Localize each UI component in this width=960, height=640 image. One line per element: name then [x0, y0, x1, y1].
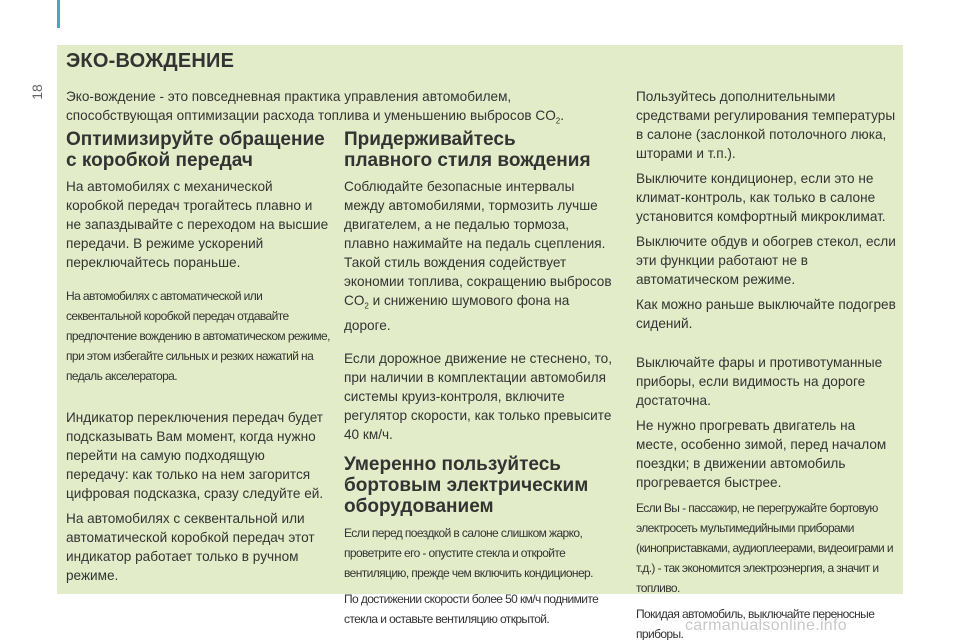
- driving-style-text-b: и снижению шумового фона на дороге.: [344, 293, 570, 333]
- heading-gearbox-line2: с коробкой передач: [66, 150, 253, 171]
- tips-paragraph-portable-devices: Покидая автомобиль, выключайте переносные приборы.: [636, 607, 875, 640]
- intro-subscript: 2: [555, 116, 561, 126]
- heading-driving-style: [344, 129, 616, 171]
- tips-paragraph-defrost: Выключите обдув и обогрев стекол, если эти функции работают не в автоматическом режиме.: [636, 234, 896, 287]
- gearbox-paragraph-sequential: На автомобилях с секвентальной или автоматической коробкой передач этот индикатор работает только в ручном режиме.: [66, 511, 315, 583]
- driving-style-paragraph: [344, 177, 616, 335]
- heading-electrical: [344, 454, 616, 517]
- heading-gearbox-line1: Оптимизируйте обращение: [66, 129, 325, 150]
- column-gearbox: [66, 129, 331, 591]
- intro-line2: способствующая оптимизации расхода топлива и уменьшению выбросов CO: [66, 108, 556, 123]
- tips-paragraph-lights: Выключайте фары и противотуманные приборы, если видимость на дороге достаточна.: [636, 355, 883, 408]
- heading-gearbox: [66, 129, 331, 171]
- tips-paragraph-engine-warmup: Не нужно прогревать двигатель на месте, особенно зимой, перед началом поездки; в движении автомобиль прогревается быстрее.: [636, 418, 887, 490]
- heading-electrical-line1: Умеренно пользуйтесь: [344, 453, 561, 475]
- electrical-paragraph-ventilation: Если перед поездкой в салоне слишком жарко, проветрите его - опустите стекла и откройте вентиляцию, прежде чем включить кондиционер.: [344, 525, 593, 580]
- page-title: ЭКО-ВОЖДЕНИЕ: [66, 50, 235, 72]
- heading-driving-style-line2: плавного стиля вождения: [344, 150, 591, 171]
- driving-style-text-a: Соблюдайте безопасные интервалы между автомобилями, тормозить лучше двигателем, а не педалью тормоза, плавно нажимайте на педаль сцепления. Такой стиль вождения содействует экономии топлива, сокращению выбросов CO: [344, 179, 612, 308]
- gearbox-paragraph-indicator: Индикатор переключения передач будет подсказывать Вам момент, когда нужно перейти на самую подходящую передачу: как только на нем загорится цифровая подсказка, сразу следуйте ей.: [66, 410, 324, 501]
- heading-electrical-line3: оборудованием: [344, 495, 494, 517]
- column-driving-style: [344, 129, 616, 635]
- column-electrical-tips: [636, 87, 898, 640]
- watermark-text: carmanualsonline.info: [685, 617, 847, 634]
- heading-electrical-line2: бортовым электрическим: [344, 474, 589, 496]
- tips-paragraph-passenger: Если Вы - пассажир, не перегружайте бортовую электросеть мультимедийными приборами (киноприставками, аудиоплеерами, видеоиграми и т.д.) - так экономится электроэнергия, а значит и топливо.: [636, 501, 893, 595]
- intro-paragraph: [66, 87, 646, 131]
- intro-end: .: [560, 108, 565, 123]
- tips-paragraph-seat-heating: Как можно раньше выключайте подогрев сидений.: [636, 297, 896, 331]
- heading-driving-style-line1: Придерживайтесь: [344, 129, 516, 150]
- cruise-control-paragraph: Если дорожное движение не стеснено, то, при наличии в комплектации автомобиля системы круиз-контроля, включите регулятор скорости, как только превысите 40 км/ч.: [344, 350, 612, 442]
- gearbox-paragraph-manual: На автомобилях с механической коробкой передач трогайтесь плавно и не запаздывайте с переходом на высшие передачи. В режиме ускорений переключайтесь пораньше.: [66, 179, 329, 270]
- page-number: 18: [29, 84, 45, 100]
- driving-style-subscript: 2: [364, 301, 369, 311]
- margin-accent-line: [57, 0, 60, 28]
- electrical-paragraph-speed: По достижении скорости более 50 км/ч поднимите стекла и оставьте вентиляцию открытой.: [344, 591, 599, 626]
- tips-paragraph-temperature: Пользуйтесь дополнительными средствами регулирования температуры в салоне (заслонкой потолочного люка, шторами и т.п.).: [636, 89, 896, 161]
- intro-line1: Эко-вождение - это повседневная практика управления автомобилем,: [66, 89, 512, 104]
- gearbox-paragraph-automatic: На автомобилях с автоматической или секвентальной коробкой передач отдавайте предпочтение вождению в автоматическом режиме, при этом избегайте сильных и резких нажатий на педаль акселератора.: [66, 289, 330, 383]
- tips-paragraph-air-conditioner: Выключите кондиционер, если это не климат-контроль, как только в салоне установится комфортный микроклимат.: [636, 171, 886, 224]
